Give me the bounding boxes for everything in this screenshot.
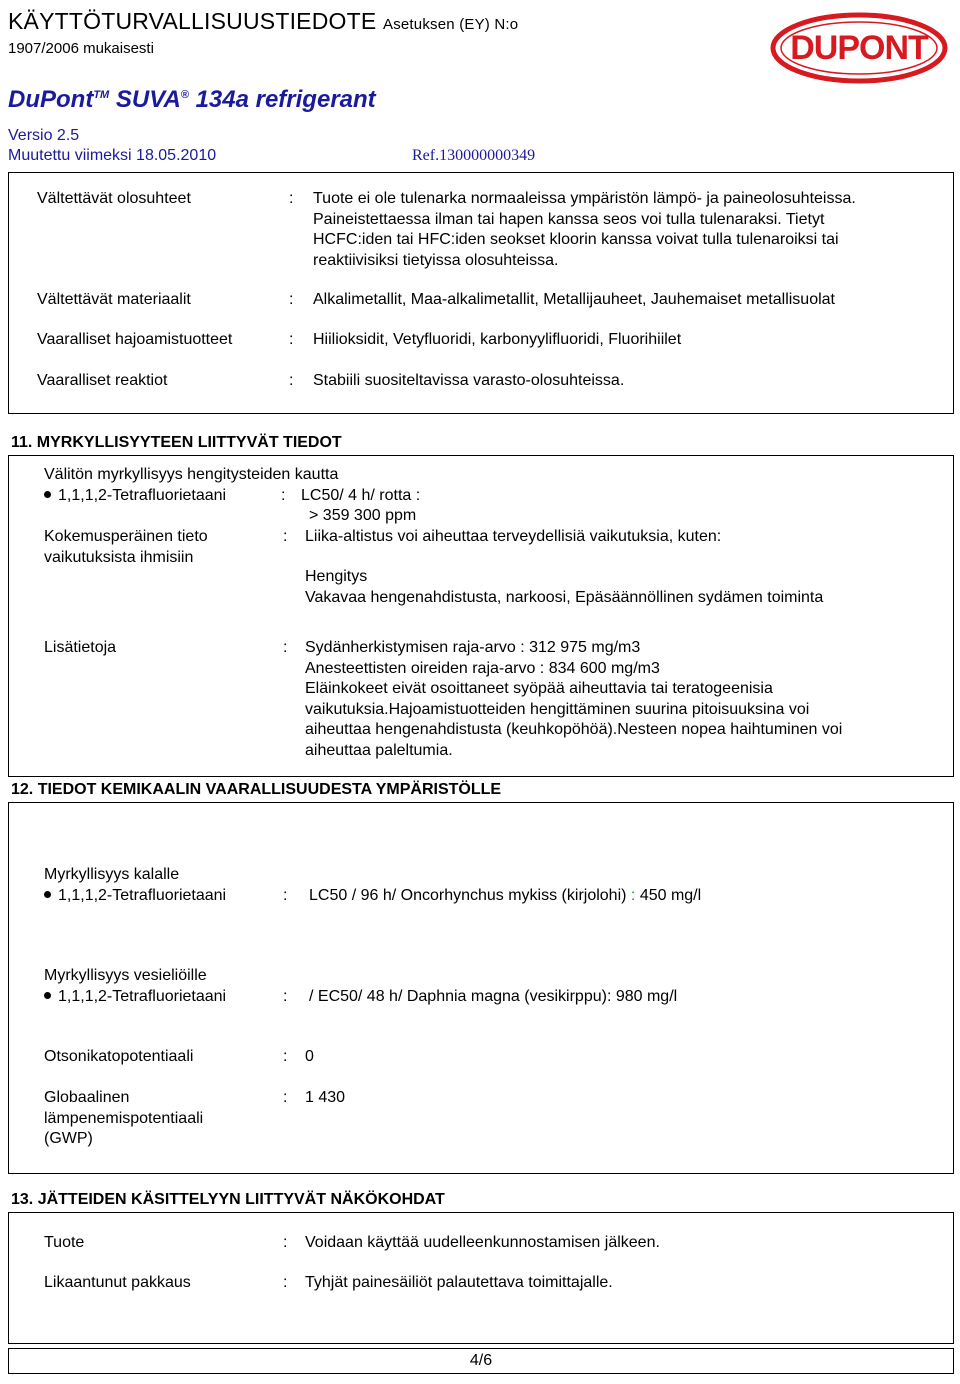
product-disposal-label: Tuote: [44, 1234, 85, 1251]
fish-toxicity-value: LC50 / 96 h/ Oncorhynchus mykiss (kirjolohi) : 450 mg/l: [309, 887, 702, 904]
experience-label: Kokemusperäinen tieto vaikutuksista ihmisiin: [44, 528, 208, 566]
section-13-heading: 13. JÄTTEIDEN KÄSITTELYYN LIITTYVÄT NÄKÖKOHDAT: [11, 1191, 445, 1208]
colon: :: [283, 887, 288, 904]
decomposition-label: Vaaralliset hajoamistuotteet: [37, 331, 233, 348]
hazardous-reactions-label: Vaaralliset reaktiot: [37, 372, 168, 389]
avoid-conditions-label: Vältettävät olosuhteet: [37, 190, 191, 207]
odp-value: 0: [305, 1048, 314, 1065]
colon: :: [289, 331, 294, 348]
avoid-materials-label: Vältettävät materiaalit: [37, 291, 191, 308]
colon: :: [283, 639, 288, 656]
hazardous-reactions-value: Stabiili suositeltavissa varasto-olosuhteissa.: [313, 372, 625, 389]
document-title-main: KÄYTTÖTURVALLISUUSTIEDOTE: [8, 8, 377, 34]
substance-item: 1,1,1,2-Tetrafluorietaani: [44, 486, 226, 507]
last-modified: Muutettu viimeksi 18.05.2010: [8, 147, 217, 164]
additional-info-value: Sydänherkistymisen raja-arvo : 312 975 mg/m3 Anesteettisten oireiden raja-arvo : 834 600 mg/m3 Eläinkokeet eivät osoittaneet syöpää aiheuttavia tai teratogeenisia vaikutuksia.Hajoamistuotteiden hengittäminen suurina pitoisuuksina voi aiheuttaa hengenahdistusta (keuhkopöhöä).Nesteen nopea haihtuminen voi aiheuttaa paleltumia.: [305, 639, 843, 759]
additional-info-label: Lisätietoja: [44, 639, 117, 656]
lc50-line1: LC50/ 4 h/ rotta :: [301, 487, 421, 504]
reference-number: Ref.130000000349: [412, 147, 536, 164]
colon: :: [283, 1048, 288, 1065]
colon: :: [289, 291, 294, 308]
substance-item: 1,1,1,2-Tetrafluorietaani: [44, 987, 226, 1008]
gwp-value: 1 430: [305, 1089, 346, 1106]
product-disposal-value: Voidaan käyttää uudelleenkunnostamisen jälkeen.: [305, 1234, 660, 1251]
acute-inhalation-label: Välitön myrkyllisyys hengitysteiden kautta: [44, 466, 339, 483]
colon: :: [283, 988, 288, 1005]
decomposition-value: Hiilioksidit, Vetyfluoridi, karbonyylifluoridi, Fluorihiilet: [313, 331, 682, 348]
packaging-disposal-label: Likaantunut pakkaus: [44, 1274, 191, 1291]
invertebrate-toxicity-value: / EC50/ 48 h/ Daphnia magna (vesikirppu): 980 mg/l: [309, 988, 678, 1005]
exposure-route: Hengitys: [305, 568, 368, 585]
svg-text:DUPONT: DUPONT: [790, 29, 928, 67]
experience-value: Liika-altistus voi aiheuttaa terveydellisiä vaikutuksia, kuten:: [305, 528, 722, 545]
colon: :: [283, 1274, 288, 1291]
bullet-icon: [44, 992, 51, 999]
version: Versio 2.5: [8, 127, 80, 144]
odp-label: Otsonikatopotentiaali: [44, 1048, 194, 1065]
document-title-line2: 1907/2006 mukaisesti: [8, 40, 154, 57]
substance-item: 1,1,1,2-Tetrafluorietaani: [44, 886, 226, 907]
fish-toxicity-label: Myrkyllisyys kalalle: [44, 866, 180, 883]
document-title: [8, 8, 518, 35]
gwp-label: Globaalinen lämpenemispotentiaali (GWP): [44, 1089, 204, 1147]
section-11-heading: 11. MYRKYLLISYYTEEN LIITTYVÄT TIEDOT: [11, 434, 342, 451]
page-number: 4/6: [8, 1348, 954, 1374]
colon: :: [289, 190, 294, 207]
colon: :: [289, 372, 294, 389]
colon: :: [281, 487, 286, 504]
colon: :: [283, 1089, 288, 1106]
colon: :: [283, 1234, 288, 1251]
exposure-effects: Vakavaa hengenahdistusta, narkoosi, Epäsäännöllinen sydämen toiminta: [305, 589, 824, 606]
dupont-logo-graphic: [770, 12, 948, 84]
invertebrate-toxicity-label: Myrkyllisyys vesieliöille: [44, 967, 207, 984]
avoid-materials-value: Alkalimetallit, Maa-alkalimetallit, Metallijauheet, Jauhemaiset metallisuolat: [313, 291, 835, 308]
avoid-conditions-value: Tuote ei ole tulenarka normaaleissa ympäristön lämpö- ja paineolosuhteissa. Paineistettaessa ilman tai hapen kanssa seos voi tulla tulenaraksi. Tietyt HCFC:iden tai HFC:iden seokset kloorin kanssa voivat tulla tulenaroiksi tai reaktiivisiksi tietyissa olosuhteissa.: [313, 190, 856, 269]
colon: :: [283, 528, 288, 545]
bullet-icon: [44, 491, 51, 498]
bullet-icon: [44, 891, 51, 898]
document-title-suffix: Asetuksen (EY) N:o: [382, 16, 519, 33]
lc50-line2: > 359 300 ppm: [309, 507, 417, 524]
product-name: DuPont™ SUVA® 134a refrigerant: [8, 86, 376, 113]
packaging-disposal-value: Tyhjät painesäiliöt palautettava toimittajalle.: [305, 1274, 613, 1291]
dupont-logo: [770, 12, 948, 84]
section-12-heading: 12. TIEDOT KEMIKAALIN VAARALLISUUDESTA YMPÄRISTÖLLE: [11, 781, 502, 798]
